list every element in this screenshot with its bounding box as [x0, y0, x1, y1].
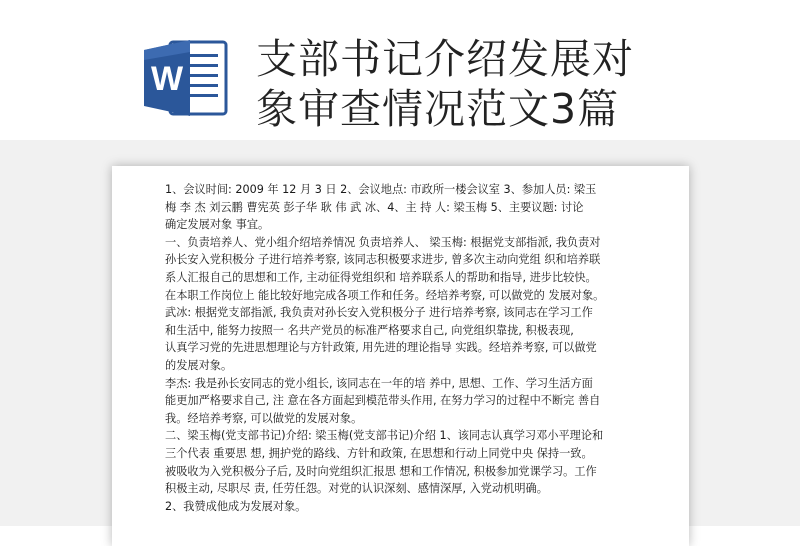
body-line: 认真学习党的先进思想理论与方针政策, 用先进的理论指导 实践。经培养考察, 可以做党	[165, 341, 597, 355]
body-line: 在本职工作岗位上 能比较好地完成各项工作和任务。经培养考察, 可以做党的 发展对象。	[165, 288, 605, 302]
title-line: 支部书记介绍发展对	[256, 35, 634, 83]
body-line: 和生活中, 能努力按照一 名共产党员的标准严格要求自己, 向党组织靠拢, 积极表现,	[165, 323, 574, 337]
body-line: 李杰: 我是孙长安同志的党小组长, 该同志在一年的培 养中, 思想、工作、学习生活方面	[165, 376, 593, 390]
body-line: 积极主动, 尽职尽 责, 任劳任怨。对党的认识深刻、感情深厚, 入党动机明确。	[165, 482, 548, 496]
svg-text:W: W	[150, 60, 184, 98]
word-document-icon	[140, 38, 232, 118]
body-line: 被吸收为入党积极分子后, 及时向党组织汇报思 想和工作情况, 积极参加党课学习。工作	[165, 464, 597, 478]
body-line: 1、会议时间: 2009 年 12 月 3 日 2、会议地点: 市政所一楼会议室 3、参加人员: 梁玉	[165, 183, 597, 196]
body-line: 能更加严格要求自己, 注 意在各方面起到模范带头作用, 在努力学习的过程中不断完 善自	[165, 394, 601, 408]
body-line: 一、负责培养人、党小组介绍培养情况 负责培养人、 梁玉梅: 根据党支部指派, 我负责对	[165, 235, 601, 249]
document-body	[165, 181, 645, 515]
body-line: 武冰: 根据党支部指派, 我负责对孙长安入党积极分子 进行培养考察, 该同志在学习工作	[165, 306, 593, 320]
body-line: 系人汇报自己的思想和工作, 主动征得党组织和 培养联系人的帮助和指导, 进步比较快。	[165, 270, 597, 284]
body-line: 二、梁玉梅(党支部书记)介绍: 梁玉梅(党支部书记)介绍 1、该同志认真学习邓小平理论和	[165, 429, 604, 443]
body-line: 2、我赞成他成为发展对象。	[165, 499, 307, 513]
body-line: 我。经培养考察, 可以做党的发展对象。	[165, 411, 363, 425]
document-title	[256, 34, 776, 134]
body-line: 确定发展对象 事宜。	[165, 218, 270, 232]
header-banner	[0, 0, 800, 140]
body-line: 梅 李 杰 刘云鹏 曹宪英 彭子华 耿 伟 武 冰、4、主 持 人: 梁玉梅 5、主要议题: 讨论	[165, 200, 584, 214]
title-line: 象审查情况范文3篇	[256, 85, 620, 133]
body-line: 的发展对象。	[165, 358, 233, 372]
body-line: 三个代表 重要思 想, 拥护党的路线、方针和政策, 在思想和行动上同党中央 保持一致。	[165, 446, 593, 460]
body-line: 孙长安入党积极分 子进行培养考察, 该同志积极要求进步, 曾多次主动向党组 织和培养联	[165, 253, 601, 267]
